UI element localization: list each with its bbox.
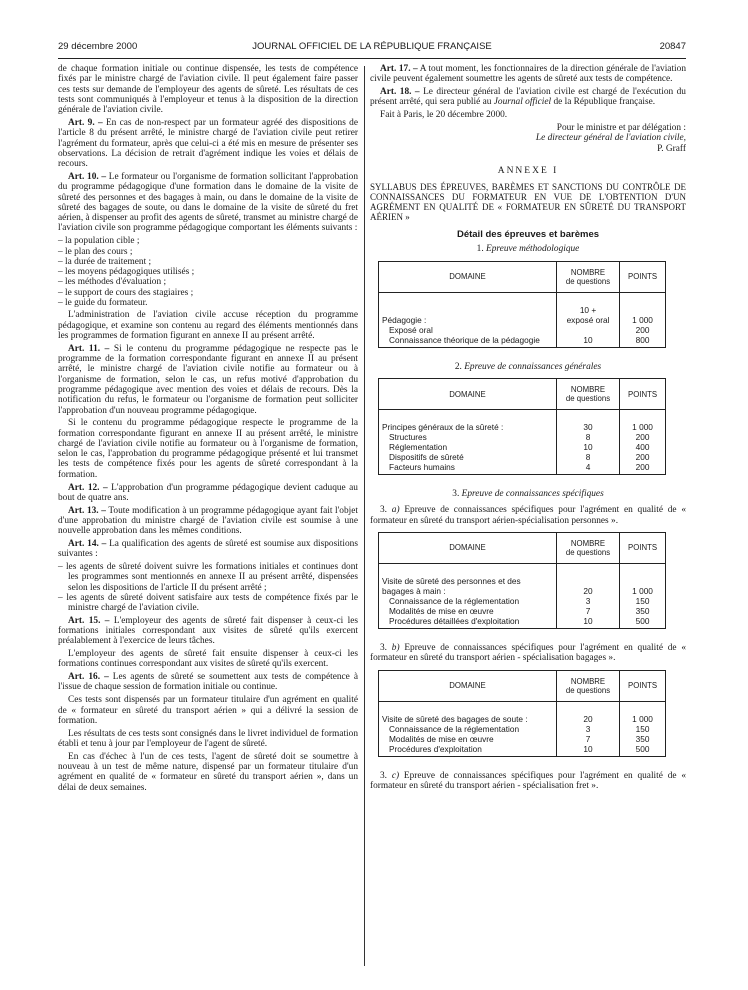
article-text: En cas de non-respect par un formateur agréé des dispositions de l'article 8 du présent arrêté, le ministre chargé de l'aviation civile peut retirer l'agrément du formateur, après que celui-ci a été mis en mesure de présenter ses observations. La décision de retrait d'agrément indique les voies et délais de recours.: [58, 117, 358, 170]
table-row: [379, 606, 666, 616]
cell-points: 350: [620, 734, 666, 744]
journal-name: Journal officiel: [493, 97, 552, 108]
cell-nombre: 20: [556, 701, 619, 724]
cell-points: 500: [620, 616, 666, 629]
signature-name: P. Graff: [657, 143, 686, 154]
col-header-domaine: DOMAINE: [379, 261, 557, 292]
table-row: [379, 325, 666, 335]
list-item: – les méthodes d'évaluation ;: [58, 277, 167, 288]
article-text: Toute modification à un programme pédagogique ayant fait l'objet d'une approbation du ministre chargé de l'aviation civile est soumise à une nouvelle approbation dans les mêmes conditions.: [58, 505, 358, 537]
section-letter: b): [391, 642, 400, 653]
col-header-nombre: NOMBRE de questions: [556, 379, 619, 410]
article-10: [58, 172, 358, 234]
table-row: [379, 701, 666, 724]
table-connaissances-generales: [378, 378, 666, 475]
section-3-heading: [370, 489, 686, 499]
article-text: A tout moment, les fonctionnaires de la direction générale de l'aviation civile peuvent également soumettre les agents de sûreté aux tests de compétence.: [370, 64, 686, 85]
list-item: – les agents de sûreté doivent satisfaire aux tests de compétence fixés par le ministre chargé de l'aviation civile.: [58, 593, 358, 614]
article-label: Art. 16. –: [68, 672, 109, 683]
cell-points: 500: [620, 744, 666, 757]
table-specialisation-personnes: [378, 532, 666, 629]
cell-points: 1 000: [620, 563, 666, 596]
table-epreuve-methodologique: [378, 261, 666, 348]
article-17: [370, 64, 686, 85]
article-label: Art. 15. –: [68, 615, 110, 626]
cell-nombre: [556, 325, 619, 335]
cell-domaine: Connaissance de la réglementation: [379, 596, 557, 606]
table-row: [379, 563, 666, 596]
cell-nombre: 3: [556, 596, 619, 606]
section-number: 1.: [476, 244, 486, 255]
table-row: [379, 724, 666, 734]
cell-domaine: Connaissance de la réglementation: [379, 724, 557, 734]
col-header-domaine: DOMAINE: [379, 670, 557, 701]
paragraph: L'administration de l'aviation civile accuse réception du programme pédagogique, et examine son contenu au regard des éléments mentionnés dans les programmes de formation figurant en annexe II au présent arrêté.: [58, 310, 358, 341]
article-text: Si le contenu du programme pédagogique ne respecte pas le programme de la formation correspondante figurant en annexe II au présent arrêté, le ministre chargé de l'aviation civile notifie au formateur ou à l'organisme de formation, selon le cas, un refus motivé d'approbation du programme pédagogique avec mention des voies et délais de recours. Dès la notification du refus, le formateur ou l'organisme de formation peut solliciter l'approbation d'un nouveau programme pédagogique.: [58, 343, 359, 416]
section-3a-text: [370, 505, 686, 526]
fait-a-paris: Fait à Paris, le 20 décembre 2000.: [380, 110, 508, 121]
header-page-number: 20847: [659, 41, 686, 52]
section-title: Epreuve de connaissances spécifiques: [461, 489, 604, 500]
article-text: Le directeur général de l'aviation civile est chargé de l'exécution du présent arrêté, qui sera publié au: [370, 87, 686, 108]
header-date: 29 décembre 2000: [58, 41, 138, 52]
col-header-nombre: NOMBRE de questions: [556, 261, 619, 292]
article-12: [58, 483, 358, 504]
section-number: 3.: [380, 642, 392, 653]
cell-nombre: 10: [556, 744, 619, 757]
col-header-nombre: NOMBRE de questions: [556, 670, 619, 701]
signature-line: Pour le ministre et par délégation :: [556, 122, 686, 133]
article-label: Art. 10. –: [68, 171, 107, 182]
cell-nombre: 8: [556, 452, 619, 462]
signature-title: Le directeur général de l'aviation civile,: [535, 133, 686, 144]
cell-points: 1 000: [620, 701, 666, 724]
list-item: – les agents de sûreté doivent suivre les formations initiales et continues dont les programmes sont mentionnés en annexe II au présent arrêté, dispensées selon les dispositions de l'article II du présent arrêté ;: [58, 562, 358, 593]
section-1-heading: [370, 244, 686, 254]
section-3c-text: [370, 771, 686, 792]
cell-domaine: Visite de sûreté des bagages de soute :: [379, 701, 557, 724]
cell-domaine: Procédures détaillées d'exploitation: [379, 616, 557, 629]
table-row: [379, 442, 666, 452]
list-item: – le support de cours des stagiaires ;: [58, 287, 194, 298]
cell-points: 1 000: [620, 410, 666, 433]
section-title: Epreuve de connaissances générales: [464, 361, 602, 372]
article-text: La qualification des agents de sûreté est soumise aux dispositions suivantes :: [58, 539, 358, 560]
article-14-list: [58, 562, 358, 613]
table-row: [379, 292, 666, 325]
page-header: [58, 41, 686, 57]
article-label: Art. 13. –: [68, 505, 106, 516]
cell-domaine: Dispositifs de sûreté: [379, 452, 557, 462]
table-specialisation-bagages: [378, 670, 666, 757]
cell-nombre: 20: [556, 563, 619, 596]
cell-points: 800: [620, 335, 666, 348]
table-body: [379, 563, 666, 628]
table-row: [379, 335, 666, 348]
list-item: – le plan des cours ;: [58, 246, 133, 257]
col-header-points: POINTS: [620, 670, 666, 701]
section-number: 2.: [454, 361, 465, 372]
article-11: [58, 344, 358, 416]
cell-points: 400: [620, 442, 666, 452]
paragraph: Les résultats de ces tests sont consignés dans le livret individuel de formation établi et tenu à jour par l'employeur de l'agent de sûreté.: [58, 728, 358, 749]
cell-nombre: 10: [556, 335, 619, 348]
col-header-domaine: DOMAINE: [379, 379, 557, 410]
cell-nombre: 10: [556, 616, 619, 629]
header-title: JOURNAL OFFICIEL DE LA RÉPUBLIQUE FRANÇAISE: [252, 41, 492, 52]
left-column: [58, 64, 358, 795]
article-16: [58, 672, 358, 693]
cell-domaine: Pédagogie :: [379, 292, 557, 325]
article-label: Art. 12. –: [68, 482, 108, 493]
paragraph: En cas d'échec à l'un de ces tests, l'agent de sûreté doit se soumettre à nouveau à un test de même nature, dispensé par un formateur titulaire d'un agrément en qualité de « formateur en sûreté du transport aérien », dans un délai de deux semaines.: [58, 751, 358, 793]
section-description: Epreuve de connaissances spécifiques pour l'agrément en qualité de « formateur en sûreté du transport aérien - spécialisation bagages ».: [370, 642, 686, 664]
article-label: Art. 17. –: [380, 64, 418, 74]
article-13: [58, 506, 358, 537]
details-heading: Détail des épreuves et barèmes: [456, 229, 600, 241]
section-letter: c): [391, 770, 400, 781]
paragraph: L'employeur des agents de sûreté fait ensuite dispenser à ceux-ci les formations continues correspondant aux visites de sûreté qu'ils exercent.: [58, 649, 358, 670]
list-item: – le guide du formateur.: [58, 298, 148, 309]
list-item: – la durée de traitement ;: [58, 256, 152, 267]
article-14: [58, 539, 358, 560]
section-number: 3.: [452, 489, 462, 500]
cell-nombre: 7: [556, 734, 619, 744]
syllabus-heading: SYLLABUS DES ÉPREUVES, BARÈMES ET SANCTIONS DU CONTRÔLE DE CONNAISSANCES DU FORMATEUR EN VUE DE L'OBTENTION D'UN AGRÉMENT EN QUALITÉ DE « FORMATEUR EN SÛRETÉ DU TRANSPORT AÉRIEN »: [370, 182, 686, 223]
section-2-heading: [370, 362, 686, 372]
article-label: Art. 9. –: [68, 117, 103, 128]
article-text: L'employeur des agents de sûreté fait dispenser à ceux-ci les formations initiales correspondant aux visites de sûreté qu'ils exercent préalablement à l'exercice de leurs tâches.: [58, 615, 358, 647]
col-header-points: POINTS: [620, 532, 666, 563]
paragraph: Si le contenu du programme pédagogique respecte le programme de la formation correspondante figurant en annexe II au présent arrêté, le ministre chargé de l'aviation civile notifie au formateur ou à l'organisme de formation, selon le cas, l'approbation du programme pédagogique présenté et lui transmet les tests de compétence fixés pour les agents de sûreté correspondant à la formation.: [58, 418, 358, 480]
cell-domaine: Modalités de mise en œuvre: [379, 734, 557, 744]
cell-nombre: 7: [556, 606, 619, 616]
section-title: Epreuve méthodologique: [486, 244, 580, 255]
table-row: [379, 616, 666, 629]
cell-points: 1 000: [620, 292, 666, 325]
right-column: [370, 64, 686, 794]
cell-nombre: 8: [556, 432, 619, 442]
cell-domaine: Facteurs humains: [379, 462, 557, 475]
table-row: [379, 410, 666, 433]
article-10-list: [58, 236, 358, 308]
cell-nombre: 10 + exposé oral: [556, 292, 619, 325]
col-header-nombre: NOMBRE de questions: [556, 532, 619, 563]
annex-title: ANNEXE I: [497, 165, 559, 176]
column-divider: [364, 66, 365, 966]
table-body: [379, 410, 666, 475]
cell-domaine: Procédures d'exploitation: [379, 744, 557, 757]
article-text: de la République française.: [551, 97, 656, 108]
cell-nombre: 30: [556, 410, 619, 433]
table-row: [379, 734, 666, 744]
cell-points: 150: [620, 724, 666, 734]
section-number: 3.: [380, 770, 392, 781]
article-text: L'approbation d'un programme pédagogique devient caduque au bout de quatre ans.: [58, 482, 358, 503]
table-body: [379, 701, 666, 756]
cell-domaine: Connaissance théorique de la pédagogie: [379, 335, 557, 348]
cell-domaine: Exposé oral: [379, 325, 557, 335]
col-header-domaine: DOMAINE: [379, 532, 557, 563]
article-text: Les agents de sûreté se soumettent aux tests de compétence à l'issue de chaque session de formation initiale ou continue.: [58, 672, 358, 693]
article-9: [58, 118, 358, 169]
table-row: [379, 744, 666, 757]
section-number: 3.: [380, 505, 392, 516]
header-rule: [58, 58, 686, 59]
cell-domaine: Structures: [379, 432, 557, 442]
col-header-points: POINTS: [620, 379, 666, 410]
cell-points: 200: [620, 462, 666, 475]
section-description: Epreuve de connaissances spécifiques pour l'agrément en qualité de « formateur en sûreté du transport aérien-spécialisation personnes ».: [370, 505, 686, 526]
table-body: [379, 292, 666, 347]
table-row: [379, 452, 666, 462]
cell-domaine: Réglementation: [379, 442, 557, 452]
list-item: – les moyens pédagogiques utilisés ;: [58, 267, 195, 278]
article-label: Art. 11. –: [68, 343, 110, 354]
table-row: [379, 462, 666, 475]
paragraph: Ces tests sont dispensés par un formateur titulaire d'un agrément en qualité de « formateur en sûreté du transport aérien » qui a délivré la session de formation.: [58, 695, 358, 726]
cell-points: 350: [620, 606, 666, 616]
cell-points: 200: [620, 432, 666, 442]
article-18: [370, 87, 686, 108]
article-label: Art. 14. –: [68, 539, 107, 550]
table-row: [379, 596, 666, 606]
cell-points: 150: [620, 596, 666, 606]
article-text: Le formateur ou l'organisme de formation sollicitant l'approbation du programme pédagogique d'une formation dans le domaine de la visite de sûreté des personnes et des bagages à main, ou dans le domaine de la visite de sûreté des bagages de soute, ou dans le domaine de la visite de sûreté du fret aérien, à dispenser au profit des agents de sûreté, transmet au ministre chargé de l'aviation civile son programme pédagogique comportant les éléments suivants :: [58, 171, 358, 234]
article-label: Art. 18. –: [380, 87, 420, 98]
article-15: [58, 616, 358, 647]
cell-domaine: Principes généraux de la sûreté :: [379, 410, 557, 433]
table-row: [379, 432, 666, 442]
cell-points: 200: [620, 452, 666, 462]
paragraph: de chaque formation initiale ou continue dispensée, les tests de compétence fixés par le ministre chargé de l'aviation civile. Il peut également faire passer ces tests sur demande de l'employeur des agents de sûreté. Les résultats de ces tests sont communiqués à l'employeur et tenus à la disposition de la direction générale de l'aviation civile.: [58, 64, 358, 116]
col-header-points: POINTS: [620, 261, 666, 292]
cell-domaine: Modalités de mise en œuvre: [379, 606, 557, 616]
cell-nombre: 3: [556, 724, 619, 734]
list-item: – la population cible ;: [58, 236, 140, 247]
cell-domaine: Visite de sûreté des personnes et des bagages à main :: [379, 563, 557, 596]
cell-nombre: 10: [556, 442, 619, 452]
cell-nombre: 4: [556, 462, 619, 475]
section-3b-text: [370, 643, 686, 664]
section-letter: a): [391, 505, 400, 516]
cell-points: 200: [620, 325, 666, 335]
signature-block: [370, 123, 686, 154]
section-description: Epreuve de connaissances spécifiques pour l'agrément en qualité de « formateur en sûreté du transport aérien - spécialisation fret ».: [370, 770, 686, 791]
